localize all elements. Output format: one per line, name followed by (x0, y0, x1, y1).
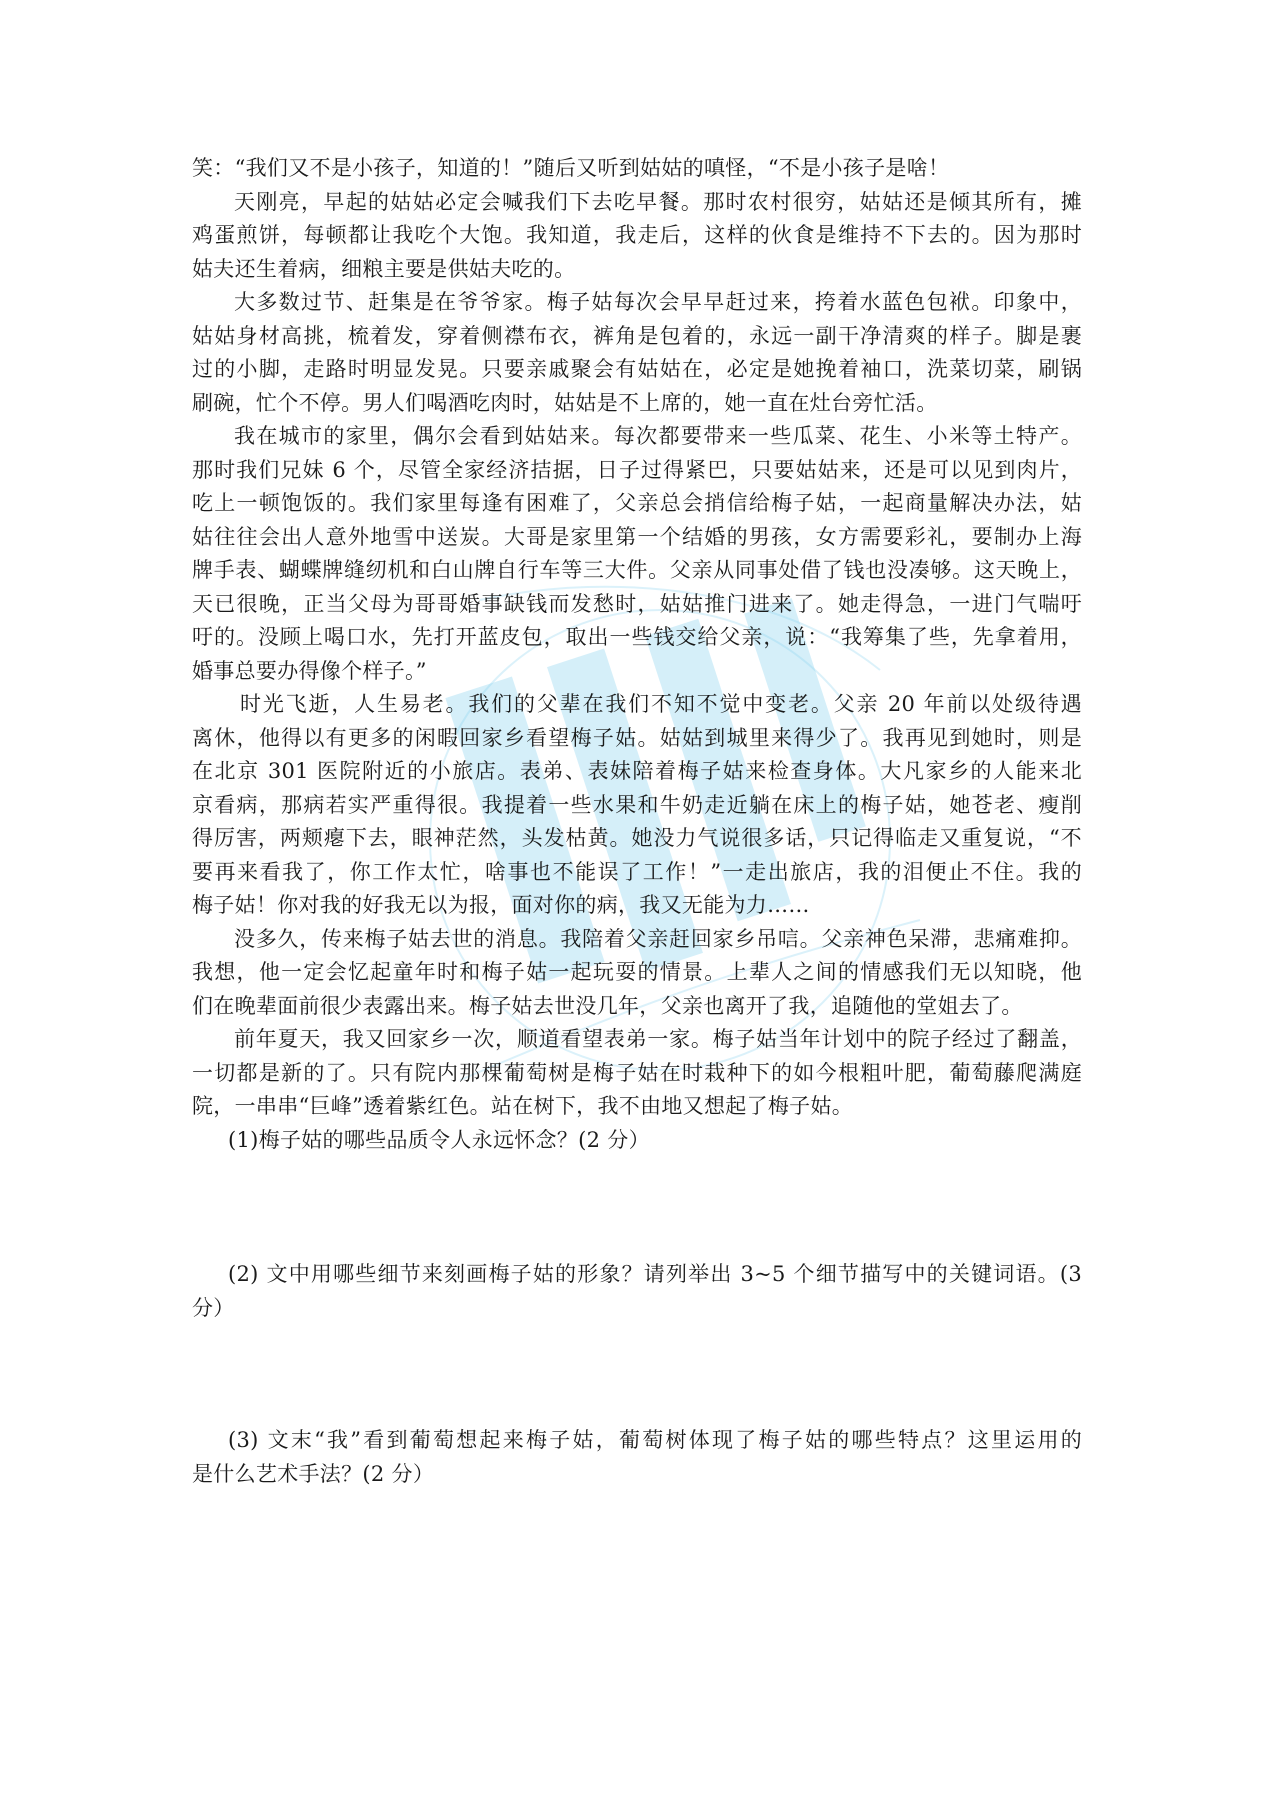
text-line: 姑姑身材高挑，梳着发，穿着侧襟布衣，裤角是包着的，永远一副干净清爽的样子。脚是裹 (192, 323, 1082, 348)
text-line: 得厉害，两颊瘪下去，眼神茫然，头发枯黄。她没力气说很多话，只记得临走又重复说，“不 (192, 826, 1082, 850)
question-text: 分） (192, 1295, 235, 1320)
text-line: 没多久，传来梅子姑去世的消息。我陪着父亲赶回家乡吊唁。父亲神色呆滞，悲痛难抑。 (234, 926, 1082, 951)
text-line: 梅子姑！你对我的好我无以为报，面对你的病，我又无能为力…… (192, 893, 810, 917)
text-line: 笑：“我们又不是小孩子，知道的！”随后又听到姑姑的嗔怪，“不是小孩子是啥！ (192, 156, 950, 180)
text-line: 我想，他一定会忆起童年时和梅子姑一起玩耍的情景。上辈人之间的情感我们无以知晓，他 (192, 960, 1082, 984)
text-line: 一切都是新的了。只有院内那棵葡萄树是梅子姑在时栽种下的如今根粗叶肥，葡萄藤爬满庭 (192, 1060, 1082, 1085)
text-line: 天已很晚，正当父母为哥哥婚事缺钱而发愁时，姑姑推门进来了。她走得急，一进门气喘吁 (192, 591, 1082, 616)
text-line: 鸡蛋煎饼，每顿都让我吃个大饱。我知道，我走后，这样的伙食是维持不下去的。因为那时 (192, 223, 1082, 247)
text-line: 院，一串串“巨峰”透着紫红色。站在树下，我不由地又想起了梅子姑。 (192, 1094, 854, 1118)
text-line: 前年夏天，我又回家乡一次，顺道看望表弟一家。梅子姑当年计划中的院子经过了翻盖， (234, 1027, 1082, 1051)
question-text: (1)梅子姑的哪些品质令人永远怀念？(2 分） (228, 1128, 650, 1152)
text-line: 要再来看我了，你工作太忙，啥事也不能误了工作！”一走出旅店，我的泪便止不住。我的 (192, 859, 1082, 884)
question-1 (192, 1124, 1082, 1158)
text-line: 在北京 301 医院附近的小旅店。表弟、表妹陪着梅子姑来检查身体。大凡家乡的人能来北 (192, 759, 1082, 783)
text-line: 我在城市的家里，偶尔会看到姑姑来。每次都要带来一些瓜菜、花生、小米等土特产。 (234, 424, 1082, 448)
text-line: 婚事总要办得像个样子。” (192, 658, 427, 683)
question-2 (192, 1258, 1082, 1325)
text-line: 那时我们兄妹 6 个，尽管全家经济拮据，日子过得紧巴，只要姑姑来，还是可以见到肉片， (192, 457, 1082, 482)
text-line: 大多数过节、赶集是在爷爷家。梅子姑每次会早早赶过来，挎着水蓝色包袱。印象中， (234, 290, 1082, 314)
text-line: 牌手表、蝴蝶牌缝纫机和白山牌自行车等三大件。父亲从同事处借了钱也没凑够。这天晚上， (192, 558, 1082, 582)
question-text: 是什么艺术手法？(2 分） (192, 1461, 435, 1486)
question-text: (2) 文中用哪些细节来刻画梅子姑的形象？请列举出 3~5 个细节描写中的关键词语。(3 (228, 1262, 1082, 1286)
text-line: 们在晚辈面前很少表露出来。梅子姑去世没几年，父亲也离开了我，追随他的堂姐去了。 (192, 993, 1023, 1018)
question-3 (192, 1424, 1082, 1491)
text-line: 天刚亮，早起的姑姑必定会喊我们下去吃早餐。那时农村很穷，姑姑还是倾其所有，摊 (234, 189, 1082, 214)
article-body (192, 152, 1082, 1124)
text-line: 时光飞逝，人生易老。我们的父辈在我们不知不觉中变老。父亲 20 年前以处级待遇 (240, 692, 1082, 716)
question-text: (3) 文末“我”看到葡萄想起来梅子姑，葡萄树体现了梅子姑的哪些特点？这里运用的 (228, 1428, 1082, 1452)
text-line: 吁的。没顾上喝口水，先打开蓝皮包，取出一些钱交给父亲，说：“我筹集了些，先拿着用， (192, 625, 1082, 649)
text-line: 姑往往会出人意外地雪中送炭。大哥是家里第一个结婚的男孩，女方需要彩礼，要制办上海 (192, 524, 1082, 549)
text-line: 离休，他得以有更多的闲暇回家乡看望梅子姑。姑姑到城里来得少了。我再见到她时，则是 (192, 725, 1082, 750)
text-line: 刷碗，忙个不停。男人们喝酒吃肉时，姑姑是不上席的，她一直在灶台旁忙活。 (192, 390, 938, 415)
text-line: 京看病，那病若实严重得很。我提着一些水果和牛奶走近躺在床上的梅子姑，她苍老、瘦削 (192, 792, 1082, 817)
text-line: 姑夫还生着病，细粮主要是供姑夫吃的。 (192, 256, 576, 281)
text-line: 吃上一顿饱饭的。我们家里每逢有困难了，父亲总会捎信给梅子姑，一起商量解决办法，姑 (192, 491, 1082, 515)
text-line: 过的小脚，走路时明显发晃。只要亲戚聚会有姑姑在，必定是她挽着袖口，洗菜切菜，刷锅 (192, 357, 1082, 381)
